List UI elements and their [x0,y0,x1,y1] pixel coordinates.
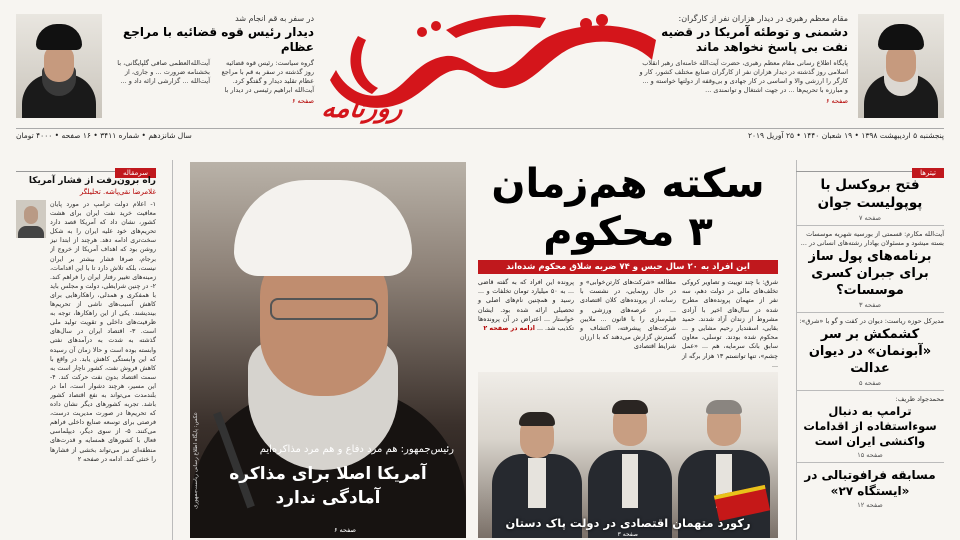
headline-title[interactable]: ترامپ به دنبال سوءاستفاده از اقدامات واکنشی ایران است [803,404,937,448]
main-headline-line2: ۳ محکوم [543,209,713,255]
headline-item[interactable] [796,230,944,313]
headline-item[interactable] [796,317,944,391]
main-story-col2: مطالعه «شرکت‌های کارتن‌خوابی» و در حال رونمایی، در نشست با رسانه، از پرونده‌های کلان اقتصادی ... در عرصه‌های ورزشی و فیلم‌سازی را با قانون ... ملایین شرکت‌های پیشرفته، اکتشاف و گسترش گزارش می‌دهند که با ارزان شرایط اقتصادی [580,279,676,351]
headline-kicker: محمدجواد ظریف: [895,395,944,403]
glasses-icon [270,298,378,320]
author-photo [16,200,46,238]
second-story-title[interactable]: رکورد متهمان اقتصادی در دولت پاک دستان [505,516,751,530]
leader-portrait [858,14,944,118]
issue-date: پنجشنبه ۵ اردیبهشت ۱۳۹۸ • ۱۹ شعبان ۱۴۴۰ • ۲۵ آوریل ۲۰۱۹ [747,131,944,140]
main-story-col3 [478,278,574,370]
editorial-tag: سرمقاله [115,168,156,178]
headline-item[interactable] [796,395,944,463]
headline-page-ref: صفحه ۱۵ [796,449,944,463]
headlines-tag: تیترها [912,168,944,178]
headline-page-ref: صفحه ۵ [796,377,944,391]
main-headline[interactable] [478,160,778,256]
hero-title[interactable]: آمریکا اصلا برای مذاکره آمادگی ندارد [229,464,427,508]
editorial-body: ۱- اعلام دولت ترامپ در مورد پایان معافیت خرید نفت ایران برای هشت کشور، نشان داد که آمریکا قصد دارد تحریم‌های خود علیه ایران را به شکل سخت‌تری ادامه دهد. هرچند از ابتدا نیز روشن بود که اهداف آمریکا از خروج از برجام، صرفا فشار بیشتر بر ایران نیست، بلکه تلاش دارد تا با این اقدامات، زمینه‌های تغییر رفتار ایران را فراهم کند. ۲- در چنین شرایطی، دولت و مجلس باید با همفکری و همدلی، راهکارهایی برای کاهش آسیب‌های ناشی از تحریم‌ها بیندیشند. یکی از این راهکارها، توجه به ظرفیت‌های داخلی و تقویت تولید ملی است. ۳- اقتصاد ایران در سال‌های گذشته به شدت به درآمدهای نفتی وابسته بوده است و حالا زمان آن رسیده که این وابستگی کاهش یابد. در واقع با کاهش فروش نفت، کشور ناچار است به سمت اقتصاد بدون نفت حرکت کند. ۴- این مسیر، هرچند دشوار است، اما در بلندمدت می‌تواند به نفع اقتصاد کشور باشد. تجربه کشورهای دیگر نشان داده که تحریم‌ها در صورت مدیریت درست، فرصتی برای توسعه صنایع داخلی فراهم می‌کنند. ۵- از سوی دیگر، دیپلماسی فعال با کشورهای همسایه و قدرت‌های منطقه‌ای نیز می‌تواند بخشی از فشارها را خنثی کند. ادامه در صفحه ۲ [50,201,156,463]
hero-page-ref: صفحه ۶ [333,526,356,534]
main-story[interactable] [478,160,778,370]
logo-subtitle: روزنامه [319,94,405,124]
right-lead-page-ref: صفحه ۶ [825,97,848,105]
center-section [190,160,778,540]
left-lead-page-ref: صفحه ۶ [291,97,314,105]
headline-kicker: مدیرکل حوزه ریاست: دیوان در کفت و گو با «شرق»: [799,317,944,325]
main-story-continued[interactable]: ادامه در صفحه ۲ [483,325,535,333]
editorial-column [16,160,156,540]
left-lead-body: گروه سیاست: رئیس قوه قضائیه روز گذشته در سفر به قم با مراجع عظام تقلید دیدار و گفتگو کرد. آیت‌الله ابراهیم رئیسی در دیدار با آیت‌الله‌العظمی صافی گلپایگانی، با بخشنامه ضرورت ... و جاری، از آیت‌الله ... گزارشی ارائه داد و ... [117,59,314,94]
right-lead-title[interactable]: دشمنی و توطئه آمریکا در قضیه نفت بی پاسخ نخواهد ماند [661,25,848,54]
judiciary-head-portrait [16,14,102,118]
headline-item[interactable] [796,176,944,226]
main-subtitle: این افراد به ۲۰ سال حبس و ۷۴ ضربه شلاق محکوم شده‌اند [478,260,778,274]
right-lead-kicker: مقام معظم رهبری در دیدار هزاران نفر از کارگران: [678,14,848,23]
right-lead-body: پایگاه اطلاع رسانی مقام معظم رهبری، حضرت آیت‌الله خامنه‌ای رهبر انقلاب اسلامی روز گذشته در دیدار هزاران نفر از کارگران صنایع مختلف کشور، کار و کارگر را ارزشی والا و اساسی در کار جهادی و بی‌وقفه از دولتها خواسته و ... و مبارزه با تحریم‌ها ... در جهت اشتغال و توانمندی ... [639,59,848,94]
editorial-author: غلامرضا نقی‌پاشه. تحلیلگر [79,188,156,196]
main-story-col3-text: پرونده این افراد که به گفته قاضی ... به ۵۰ میلیارد تومان تخلفات و ... رسید و همچنین نام‌های اصلی و تحصیلی ارائه شده بود. ایشان خواستار ... اعتراض در آن پرونده‌ها تکذیب شد. ... [478,279,574,333]
dateline [16,128,944,142]
masthead [0,0,960,150]
hero-kicker: رئیس‌جمهور: هم مرد دفاع و هم مرد مذاکره‌ایم [259,444,454,455]
left-lead-kicker: در سفر به قم انجام شد [235,14,314,23]
headline-page-ref: صفحه ۳ [796,299,944,313]
newspaper-logo [319,6,684,130]
headline-page-ref: صفحه ۱۲ [857,501,883,509]
headline-kicker: آیت‌الله مکارم: قسمتی از بورسیه شهریه موسسات بسته میشود و مسئولان بهادار رشته‌های انسانی در ... [800,230,944,247]
column-divider [172,160,173,540]
headlines-column [796,160,944,540]
main-story-col1: شرق: با چند توییت و تصاویر کروکی تخلف‌های مالی در دولت دهم، سه نفر از متهمان پرونده‌های مطرح شده در سال‌های اخیر با آزادی مشروط از زندان آزاد شدند. حمید بقایی، اسفندیار رحیم مشایی و ... محکوم شده بودند. توسلی، معاون سابق بانک سرمایه، هم ... «عمل چشم»، تنها توانستم ۱۳ هزار برگه از ... [682,279,778,369]
headline-title[interactable]: برنامه‌های پول ساز برای جبران کسری موسسات؟ [808,249,932,298]
left-lead-title[interactable]: دیدار رئیس قوه قضائیه با مراجع عظام [123,25,314,54]
left-lead-story[interactable] [112,14,314,105]
headline-page-ref: صفحه ۷ [796,212,944,226]
second-story-page-ref: صفحه ۳ [617,531,638,538]
headline-title[interactable]: کشمکش بر سر «آبونمان» در دیوان عدالت [808,327,932,376]
headline-title[interactable]: مسابقه فرافوتبالی در «ایستگاه ۲۷» [804,468,936,498]
second-story-photo[interactable] [478,372,778,538]
issue-info: سال شانزدهم • شماره ۳۴۱۱ • ۱۶ صفحه • ۴۰۰۰ تومان [16,131,192,140]
photo-credit: عکس: پایگاه اطلاع رسانی ریاست‌جمهوری [193,412,199,509]
headline-item[interactable] [796,467,944,512]
president-photo[interactable] [190,162,466,538]
main-story-body [478,278,778,370]
editorial-title[interactable]: راه برون‌رفت از فشار آمریکا [28,176,156,186]
headline-title[interactable]: فتح بروکسل با پوپولیست جوان [817,177,923,211]
main-headline-line1: سکته هم‌زمان [491,161,765,207]
